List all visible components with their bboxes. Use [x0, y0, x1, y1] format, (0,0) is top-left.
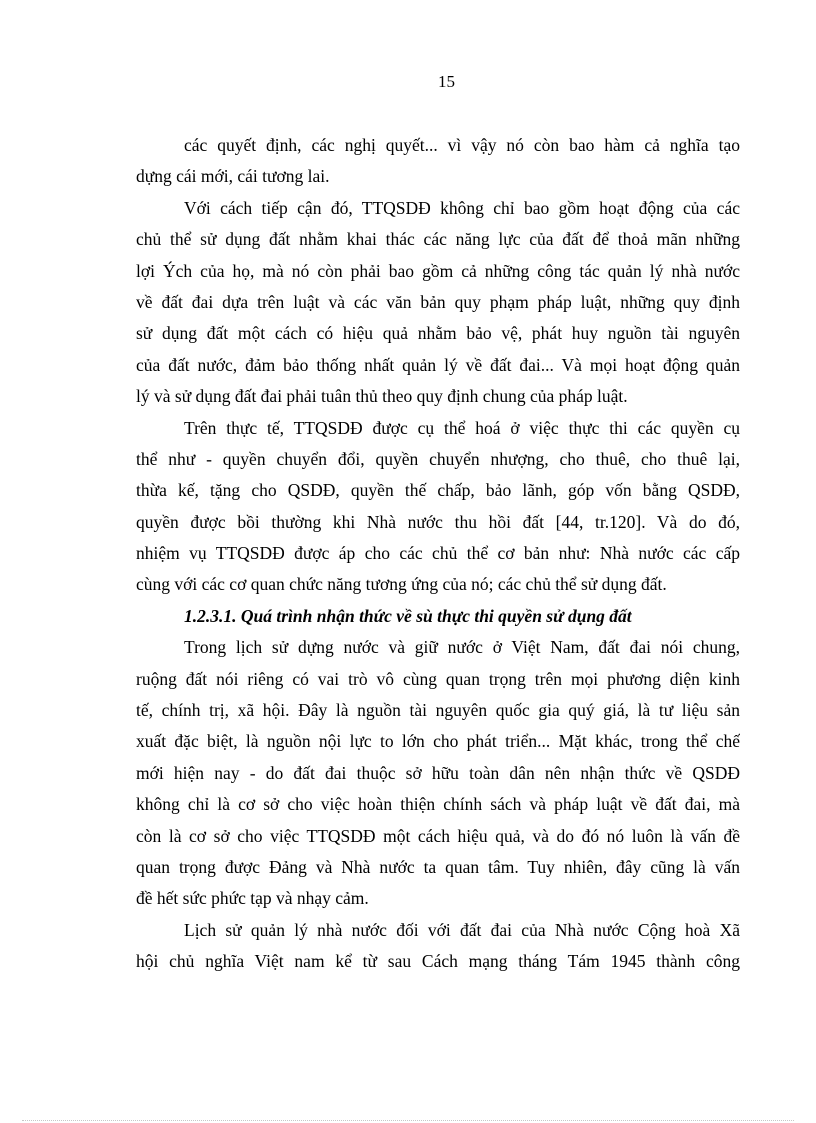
text-line: không chỉ là cơ sở cho việc hoàn thiện chính sách và pháp luật về đất đai, mà	[136, 794, 740, 815]
text-line: thừa kế, tặng cho QSDĐ, quyền thế chấp, bảo lãnh, góp vốn bằng QSDĐ,	[136, 480, 740, 501]
text-line: sử dụng đất một cách có hiệu quả nhằm bảo vệ, phát huy nguồn tài nguyên	[136, 323, 740, 344]
text-line: chủ thể sử dụng đất nhằm khai thác các năng lực của đất để thoả mãn những	[136, 229, 740, 250]
text-line: nhiệm vụ TTQSDĐ được áp cho các chủ thể cơ bản như: Nhà nước các cấp	[136, 543, 740, 564]
text-line: dựng cái mới, cái tương lai.	[136, 166, 330, 187]
text-line: đề hết sức phức tạp và nhạy cảm.	[136, 888, 369, 909]
text-line: thể như - quyền chuyển đổi, quyền chuyển nhượng, cho thuê, cho thuê lại,	[136, 448, 740, 469]
text-line: tế, chính trị, xã hội. Đây là nguồn tài nguyên quốc gia quý giá, là tư liệu sản	[136, 700, 740, 721]
text-line: lý và sử dụng đất đai phải tuân thủ theo quy định chung của pháp luật.	[136, 386, 628, 407]
text-line: Trong lịch sử dựng nước và giữ nước ở Việt Nam, đất đai nói chung,	[184, 637, 740, 658]
text-line: lợi Ých của họ, mà nó còn phải bao gồm cả những công tác quản lý nhà nước	[136, 260, 740, 281]
text-line: hội chủ nghĩa Việt nam kể từ sau Cách mạng tháng Tám 1945 thành công	[136, 951, 740, 972]
text-line: xuất đặc biệt, là nguồn nội lực to lớn cho phát triển... Mặt khác, trong thể chế	[136, 731, 740, 752]
document-body	[136, 130, 740, 978]
section-heading: 1.2.3.1. Quá trình nhận thức về sù thực thi quyền sử dụng đất	[184, 605, 632, 626]
text-line: về đất đai dựa trên luật và các văn bản quy phạm pháp luật, những quy định	[136, 291, 740, 312]
text-line: Trên thực tế, TTQSDĐ được cụ thể hoá ở việc thực thi các quyền cụ	[184, 417, 740, 438]
page-number: 15	[438, 72, 455, 91]
text-line: Với cách tiếp cận đó, TTQSDĐ không chỉ bao gồm hoạt động của các	[184, 197, 740, 218]
text-line: của đất nước, đảm bảo thống nhất quản lý về đất đai... Và mọi hoạt động quản	[136, 354, 740, 375]
text-line: quyền được bồi thường khi Nhà nước thu hồi đất [44, tr.120]. Và do đó,	[136, 511, 740, 532]
page-bottom-divider	[22, 1120, 794, 1121]
text-line: ruộng đất nói riêng có vai trò vô cùng quan trọng trên mọi phương diện kinh	[136, 668, 740, 689]
text-line: Lịch sử quản lý nhà nước đối với đất đai của Nhà nước Cộng hoà Xã	[184, 919, 740, 940]
text-line: các quyết định, các nghị quyết... vì vậy nó còn bao hàm cả nghĩa tạo	[184, 135, 740, 155]
text-line: quan trọng được Đảng và Nhà nước ta quan tâm. Tuy nhiên, đây cũng là vấn	[136, 856, 740, 877]
text-line: còn là cơ sở cho việc TTQSDĐ một cách hiệu quả, và do đó nó luôn là vấn đề	[136, 825, 740, 846]
text-line: mới hiện nay - do đất đai thuộc sở hữu toàn dân nên nhận thức về QSDĐ	[136, 762, 740, 783]
text-line: cùng với các cơ quan chức năng tương ứng của nó; các chủ thể sử dụng đất.	[136, 574, 667, 595]
